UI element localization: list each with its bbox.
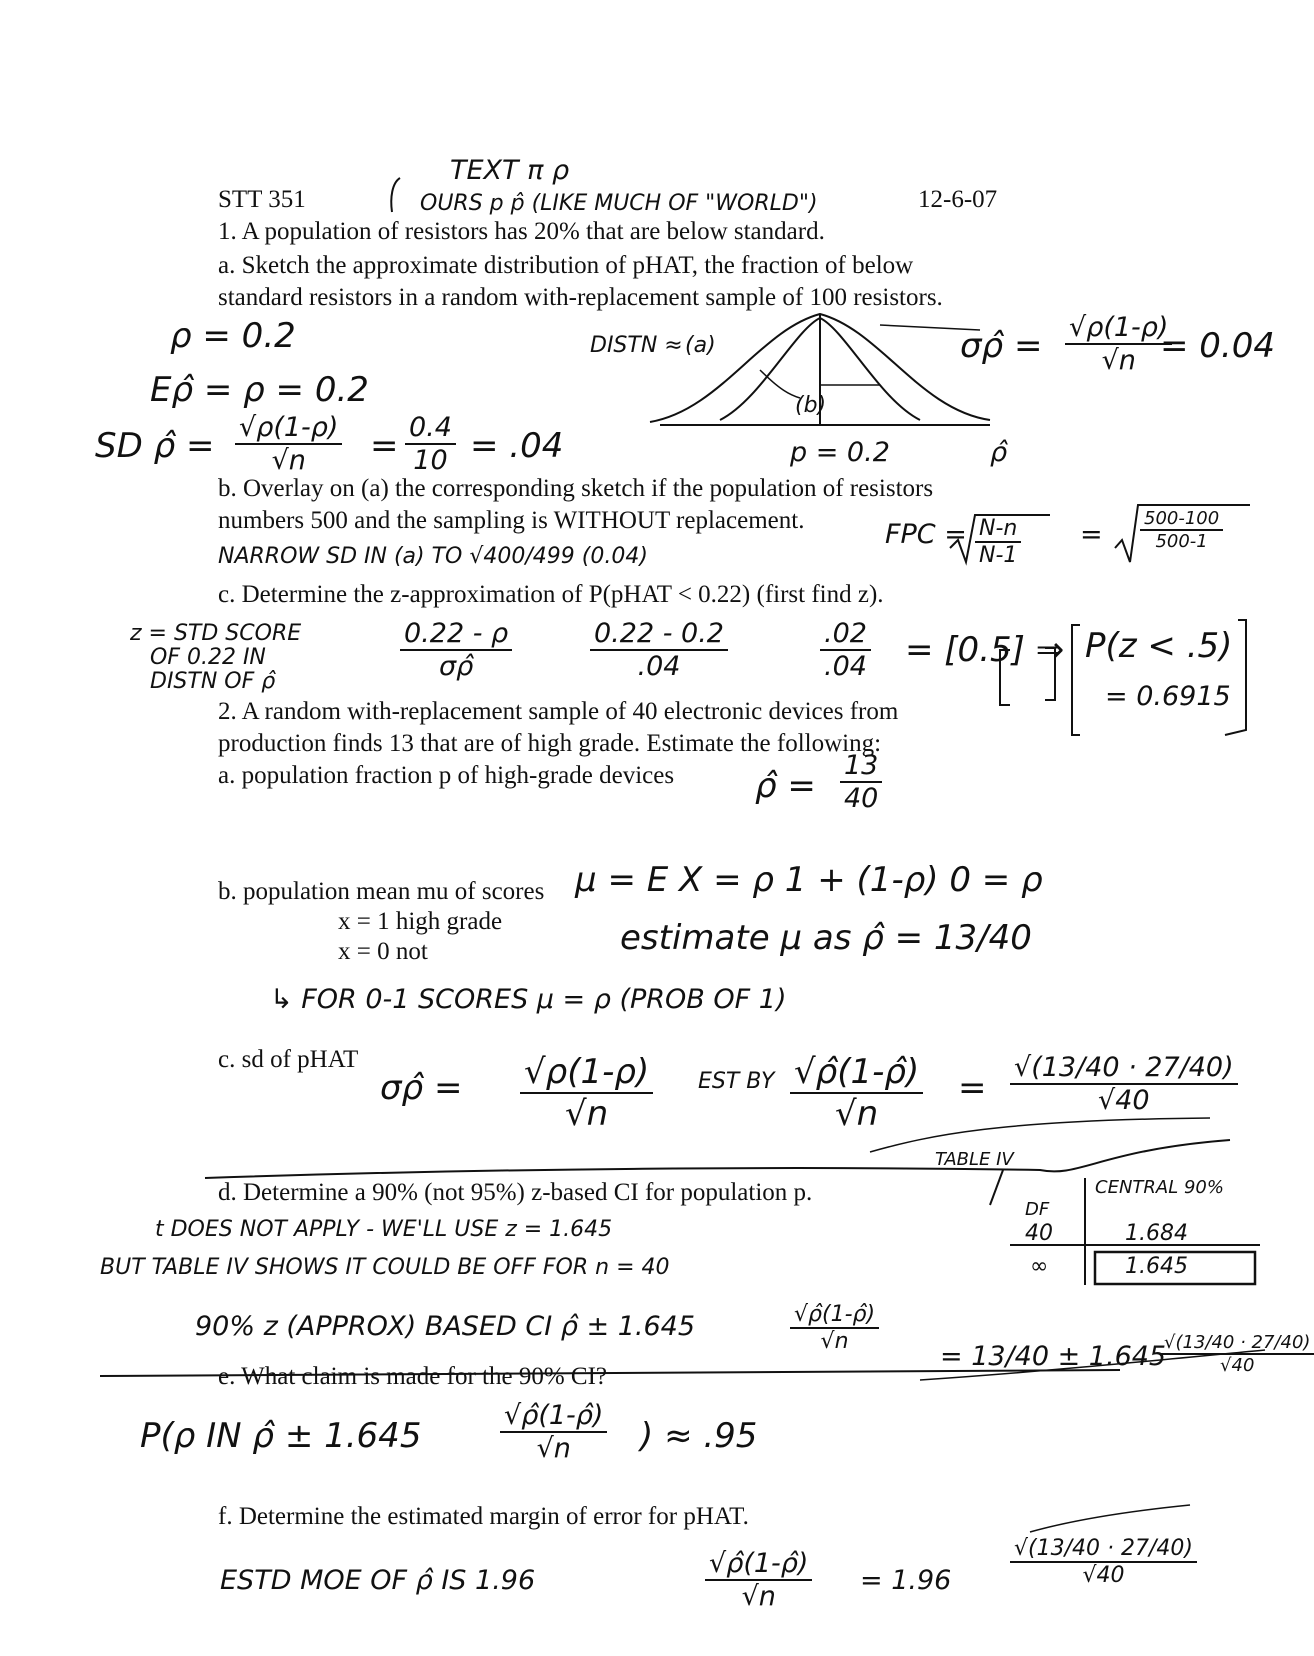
prob-line2: = 0.6915 — [1105, 681, 1231, 712]
q2c-line: c. sd of pHAT — [218, 1046, 359, 1073]
q2d-table-note: BUT TABLE IV SHOWS IT COULD BE OFF FOR n = 40 — [100, 1255, 670, 1280]
q2-stem1: 2. A random with-replacement sample of 40 electronic devices from — [218, 698, 899, 725]
q2b-estimate: estimate μ as ρ̂ = 13/40 — [620, 918, 1032, 958]
q2f-label: ESTD MOE OF ρ̂ IS 1.96 — [220, 1565, 536, 1596]
q2c-fraction2: $\frac{√\rhô(1-\rhô)}{√n}$ — [790, 1052, 923, 1134]
q1c-line: c. Determine the z-approximation of P(pHAT < 0.22) (first find z). — [218, 581, 884, 608]
table-row-df: 40 — [1025, 1221, 1053, 1246]
q1b-line2: numbers 500 and the sampling is WITHOUT replacement. — [218, 507, 805, 534]
q2b-line: b. population mean mu of scores — [218, 878, 545, 905]
q2d-ci-label: 90% z (APPROX) BASED CI ρ̂ ± 1.645 — [195, 1311, 696, 1342]
axis-center-label: p = 0.2 — [790, 437, 890, 468]
q2a-lhs: ρ̂ = — [755, 766, 816, 806]
z-fraction2: $\frac{0.22 - 0.2}{.04}$ — [590, 618, 728, 682]
q1a-sd-result: = .04 — [470, 426, 564, 466]
q2f-line: f. Determine the estimated margin of error for pHAT. — [218, 1503, 749, 1530]
q2d-ci-eq: = 13/40 ± 1.645 — [940, 1341, 1167, 1372]
q1a-expectation: Eρ̂ = ρ = 0.2 — [150, 370, 369, 410]
q2f-fraction: $\frac{√\rhô(1-\rhô)}{√n}$ — [705, 1548, 812, 1612]
table-col-central: CENTRAL 90% — [1095, 1177, 1224, 1198]
q1a-p-value: ρ = 0.2 — [170, 316, 296, 356]
q1a-sd-label: SD ρ̂ = — [95, 426, 215, 466]
q1b-narrow-note: NARROW SD IN (a) TO √400/499 (0.04) — [218, 544, 648, 569]
q2d-line: d. Determine a 90% (not 95%) z-based CI for population p. — [218, 1179, 813, 1206]
q2a-fraction: $\frac{13}{40}$ — [840, 750, 882, 814]
q2d-ci-fraction2: $\frac{√(13/40 \cdot 27/40)}{√40}$ — [1160, 1332, 1314, 1376]
sigma-result: = 0.04 — [1160, 326, 1275, 366]
course-title: STT 351 — [218, 186, 306, 213]
fpc-label: FPC = — [885, 519, 967, 550]
fpc-eq: = — [1080, 519, 1103, 550]
q2c-fraction3: $\frac{√(13/40 \cdot 27/40)}{√40}$ — [1010, 1052, 1238, 1116]
q1a-line1: a. Sketch the approximate distribution of pHAT, the fraction of below — [218, 252, 914, 279]
sigma-fraction: $\frac{√\rho(1-\rho)}{√n}$ — [1065, 312, 1172, 376]
q2c-sigma: σρ̂ = — [380, 1068, 463, 1108]
q2c-eq: = — [958, 1068, 987, 1108]
q2e-claim: P(ρ IN ρ̂ ± 1.645 — [140, 1416, 422, 1456]
header-note-line1: TEXT π ρ — [450, 155, 570, 186]
prob-line1: P(z < .5) — [1085, 626, 1233, 666]
table-row-value: 1.684 — [1125, 1221, 1188, 1246]
axis-var-label: ρ̂ — [990, 437, 1008, 468]
q2b-x1: x = 1 high grade — [338, 908, 503, 935]
table-row-value: 1.645 — [1125, 1254, 1188, 1279]
header-date: 12-6-07 — [918, 186, 998, 213]
fpc-fraction: $\frac{N-n}{N-1}$ — [975, 516, 1021, 568]
q2b-mu: μ = E X = ρ 1 + (1-ρ) 0 = ρ — [575, 860, 1043, 900]
z-def-line2: OF 0.22 IN — [150, 645, 266, 670]
q1-stem: 1. A population of resistors has 20% that are below standard. — [218, 218, 825, 245]
q1a-sd-fraction2: $\frac{0.4}{10}$ — [405, 412, 456, 476]
q2b-x0: x = 0 not — [338, 938, 428, 965]
q2d-ci-fraction: $\frac{√\rhô(1-\rhô)}{√n}$ — [790, 1302, 879, 1354]
z-fraction1: $\frac{0.22 - \rho}{\sigma\rhô}$ — [400, 618, 512, 682]
table-title: TABLE IV — [935, 1149, 1014, 1170]
table-col-df: DF — [1025, 1199, 1050, 1220]
z-def-line1: z = STD SCORE — [130, 621, 302, 646]
sigma-label: σρ̂ = — [960, 326, 1043, 366]
z-def-line3: DISTN OF ρ̂ — [150, 669, 276, 694]
q2e-fraction: $\frac{√\rhô(1-\rhô)}{√n}$ — [500, 1400, 607, 1464]
q2c-est: EST BY — [698, 1069, 775, 1094]
dist-label: DISTN ≈ — [590, 333, 683, 358]
curve-b-label: (b) — [795, 393, 827, 418]
z-value: = [0.5] ⇒ — [905, 630, 1065, 670]
q2d-t-note: t DOES NOT APPLY - WE'LL USE z = 1.645 — [155, 1217, 613, 1242]
q2a-line: a. population fraction p of high-grade devices — [218, 762, 675, 789]
q1a-line2: standard resistors in a random with-replacement sample of 100 resistors. — [218, 284, 943, 311]
fpc-fraction2: $\frac{500-100}{500-1}$ — [1140, 508, 1223, 552]
z-fraction3: $\frac{.02}{.04}$ — [820, 618, 871, 682]
q2-stem2: production finds 13 that are of high grade. Estimate the following: — [218, 730, 882, 757]
q2f-eq: = 1.96 — [860, 1565, 952, 1596]
q2c-fraction: $\frac{√\rho(1-\rho)}{√n}$ — [520, 1052, 653, 1134]
q1a-sd-fraction: $\frac{√\rho(1-\rho)}{√n}$ — [235, 412, 342, 476]
q1b-line1: b. Overlay on (a) the corresponding sketch if the population of resistors — [218, 475, 934, 502]
curve-a-label: (a) — [685, 333, 716, 358]
q1a-sd-eq: = — [370, 426, 399, 466]
header-note-line2: OURS p p̂ (LIKE MUCH OF "WORLD") — [420, 191, 818, 216]
q2f-fraction2: $\frac{√(13/40 \cdot 27/40)}{√40}$ — [1010, 1536, 1197, 1588]
table-row-df: ∞ — [1030, 1254, 1049, 1279]
q2e-line: e. What claim is made for the 90% CI? — [218, 1363, 607, 1390]
q2b-note: ↳ FOR 0-1 SCORES μ = ρ (PROB OF 1) — [270, 984, 787, 1015]
q2e-tail: ) ≈ .95 — [640, 1416, 758, 1456]
